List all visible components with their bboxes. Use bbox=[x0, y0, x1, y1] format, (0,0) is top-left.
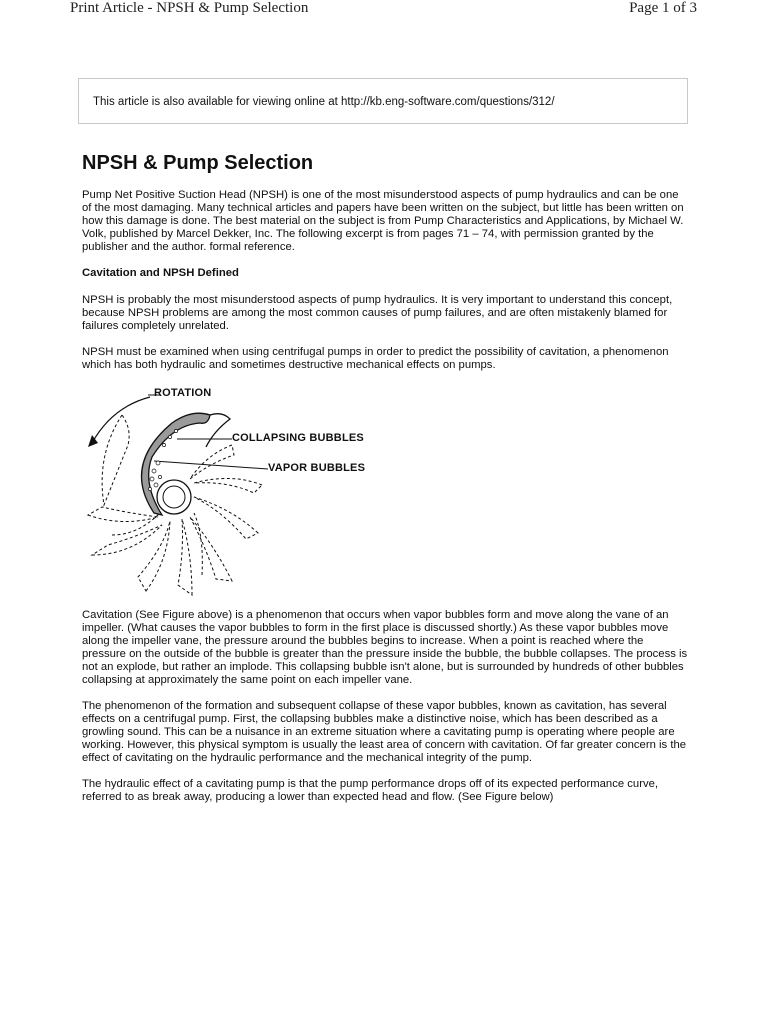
paragraph-1: NPSH is probably the most misunderstood aspects of pump hydraulics. It is very important to understand this concept, because NPSH problems are among the most common causes of pump failures, and are often mistakenly blamed for failures completely unrelated. bbox=[82, 294, 673, 332]
impeller-eye bbox=[163, 486, 185, 508]
impeller-cavitation-figure bbox=[82, 385, 382, 599]
paragraph-4: The phenomenon of the formation and subsequent collapse of these vapor bubbles, known as cavitation, has several effects on a centrifugal pump. First, the collapsing bubbles make a distinctive noise, which has been described as a growling sound. This can be a nuisance in an extreme situation where a cavitating pump is operating where people are working. However, this physical symptom is usually the least area of concern with cavitation. Of far greater concern is the effect of cavitating on the hydraulic performance and the mechanical integrity of the pump. bbox=[82, 700, 687, 764]
print-header bbox=[0, 0, 768, 22]
paragraph-2: NPSH must be examined when using centrifugal pumps in order to predict the possibility of cavitation, a phenomenon which has both hydraulic and sometimes destructive mechanical effects on pumps. bbox=[82, 346, 669, 371]
article-body bbox=[82, 152, 688, 817]
intro-paragraph: Pump Net Positive Suction Head (NPSH) is one of the most misunderstood aspects of pump hydraulics and can be one of the most damaging. Many technical articles and papers have been written on the subject, but little has been written on how this damage is done. The best material on the subject is from Pump Characteristics and Applications, by Michael W. Volk, published by Marcel Dekker, Inc. The following excerpt is from pages 71 – 74, with permission granted by the publisher and the author. formal reference. bbox=[82, 189, 684, 253]
impeller-diagram bbox=[82, 385, 382, 599]
paragraph-3: Cavitation (See Figure above) is a phenomenon that occurs when vapor bubbles form and move along the vane of an impeller. (What causes the vapor bubbles to form in the first place is discussed shortly.) As these vapor bubbles move along the impeller vane, the pressure around the bubbles begins to increase. When a point is reached where the pressure on the outside of the bubble is greater than the pressure inside the bubble, the bubble collapses. The process is not an explode, but rather an implode. This collapsing bubble isn't alone, but is surrounded by hundreds of other bubbles collapsing at approximately the same point on each impeller vane. bbox=[82, 609, 688, 686]
article-title: NPSH & Pump Selection bbox=[82, 152, 314, 174]
print-title: Print Article - NPSH & Pump Selection bbox=[70, 0, 309, 16]
label-vapor-bubbles: VAPOR BUBBLES bbox=[268, 462, 366, 474]
label-collapsing-bubbles: COLLAPSING BUBBLES bbox=[232, 432, 364, 444]
online-notice-box bbox=[78, 78, 688, 124]
rotation-arrowhead bbox=[88, 435, 98, 447]
paragraph-5: The hydraulic effect of a cavitating pump is that the pump performance drops off of its expected performance curve, referred to as break away, producing a lower than expected head and flow. (See Figure below) bbox=[82, 778, 659, 803]
section-heading: Cavitation and NPSH Defined bbox=[82, 267, 239, 279]
rotation-arrow bbox=[92, 397, 150, 443]
page-indicator: Page 1 of 3 bbox=[629, 0, 697, 16]
vapor-leader bbox=[154, 461, 268, 469]
online-notice-text[interactable]: This article is also available for viewing online at http://kb.eng-software.com/questions/312/ bbox=[93, 96, 555, 108]
label-rotation: ROTATION bbox=[154, 387, 212, 399]
